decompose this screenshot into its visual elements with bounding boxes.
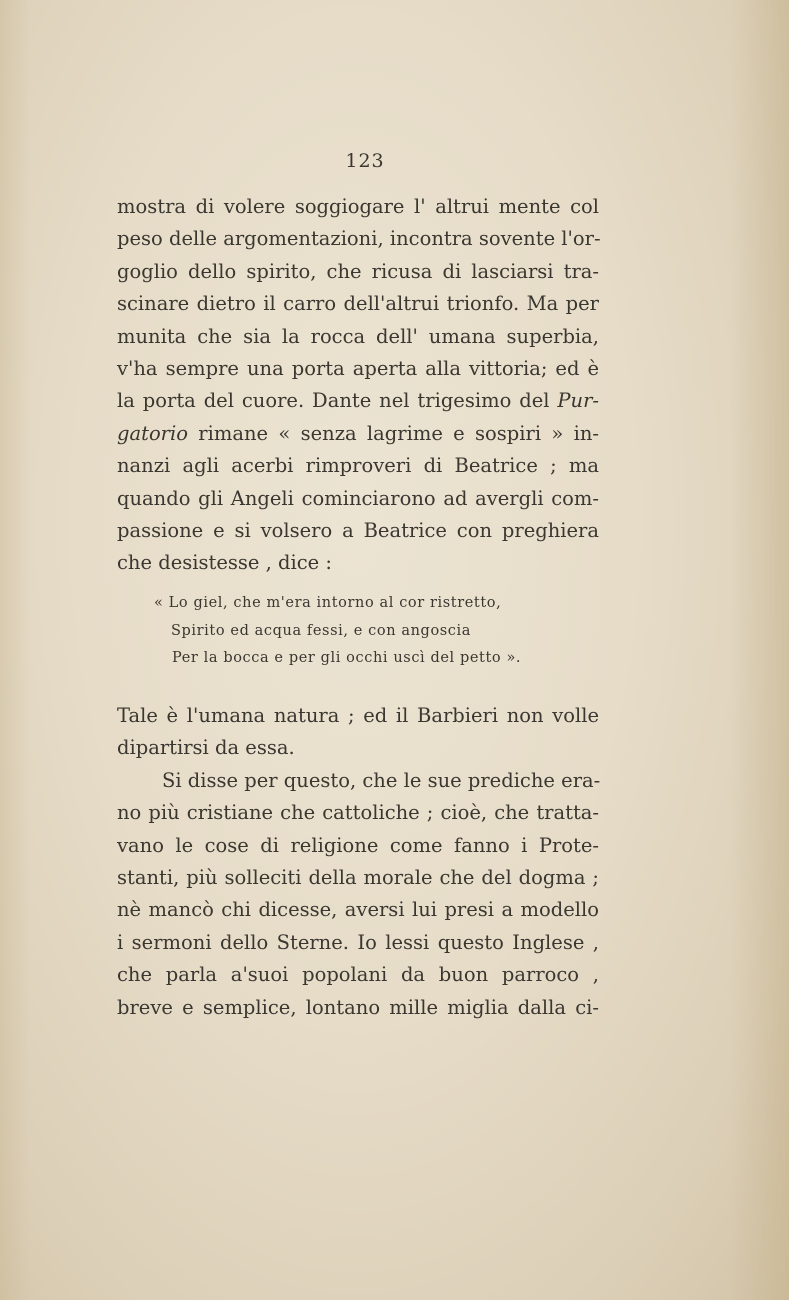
text-line: stanti, più solleciti della morale che del dogma ; (117, 865, 599, 889)
text-line: mostra di volere soggiogare l' altrui mente col (117, 195, 599, 218)
text-line-segment: la porta del cuore. Dante nel trigesimo del (117, 389, 550, 413)
text-line: passione e si volsero a Beatrice con preghiera (117, 518, 599, 542)
text-line: v'ha sempre una porta aperta alla vittoria; ed è (117, 356, 599, 380)
text-line: dipartirsi da essa. (117, 736, 295, 760)
italic-title-fragment: gatorio (117, 421, 188, 445)
paragraph-first (117, 191, 599, 580)
text-line: breve e semplice, lontano mille miglia dalla ci- (117, 995, 599, 1019)
text-line: scinare dietro il carro dell'altrui trionfo. Ma per (117, 292, 599, 316)
text-line: che parla a'suoi popolani da buon parroco , (117, 963, 599, 987)
italic-title-fragment: Pur- (557, 389, 599, 413)
text-line: munita che sia la rocca dell' umana superbia, (117, 324, 599, 348)
text-line: peso delle argomentazioni, incontra sovente l'or- (117, 227, 601, 251)
text-line: che desistesse , dice : (117, 551, 332, 575)
verse-line: « Lo giel, che m'era intorno al cor ristretto, (154, 595, 502, 611)
page-edge-shadow-right (729, 0, 789, 1300)
verse-quotation (154, 590, 521, 673)
page-number: 123 (345, 150, 385, 172)
text-line: nè mancò chi dicesse, aversi lui presi a modello (117, 898, 599, 922)
page-edge-shadow-left (0, 0, 30, 1300)
paragraph-second (117, 700, 599, 1024)
text-line-segment: rimane « senza lagrime e sospiri » in- (198, 421, 599, 445)
text-line: goglio dello spirito, che ricusa di lasciarsi tra- (117, 259, 599, 283)
verse-line: Spirito ed acqua fessi, e con angoscia (171, 622, 472, 639)
text-line (117, 418, 599, 450)
text-line: Tale è l'umana natura ; ed il Barbieri non volle (117, 704, 599, 727)
text-line: i sermoni dello Sterne. Io lessi questo Inglese , (117, 930, 599, 954)
text-line (117, 385, 599, 417)
verse-line: Per la bocca e per gli occhi uscì del petto ». (172, 650, 522, 666)
text-line: quando gli Angeli cominciarono ad avergli com- (117, 486, 599, 510)
text-line: nanzi agli acerbi rimproveri di Beatrice ; ma (117, 454, 599, 478)
text-line: Si disse per questo, che le sue prediche era- (162, 768, 601, 792)
text-line: vano le cose di religione come fanno i Prote- (117, 833, 599, 857)
text-line: no più cristiane che cattoliche ; cioè, che tratta- (117, 801, 599, 825)
